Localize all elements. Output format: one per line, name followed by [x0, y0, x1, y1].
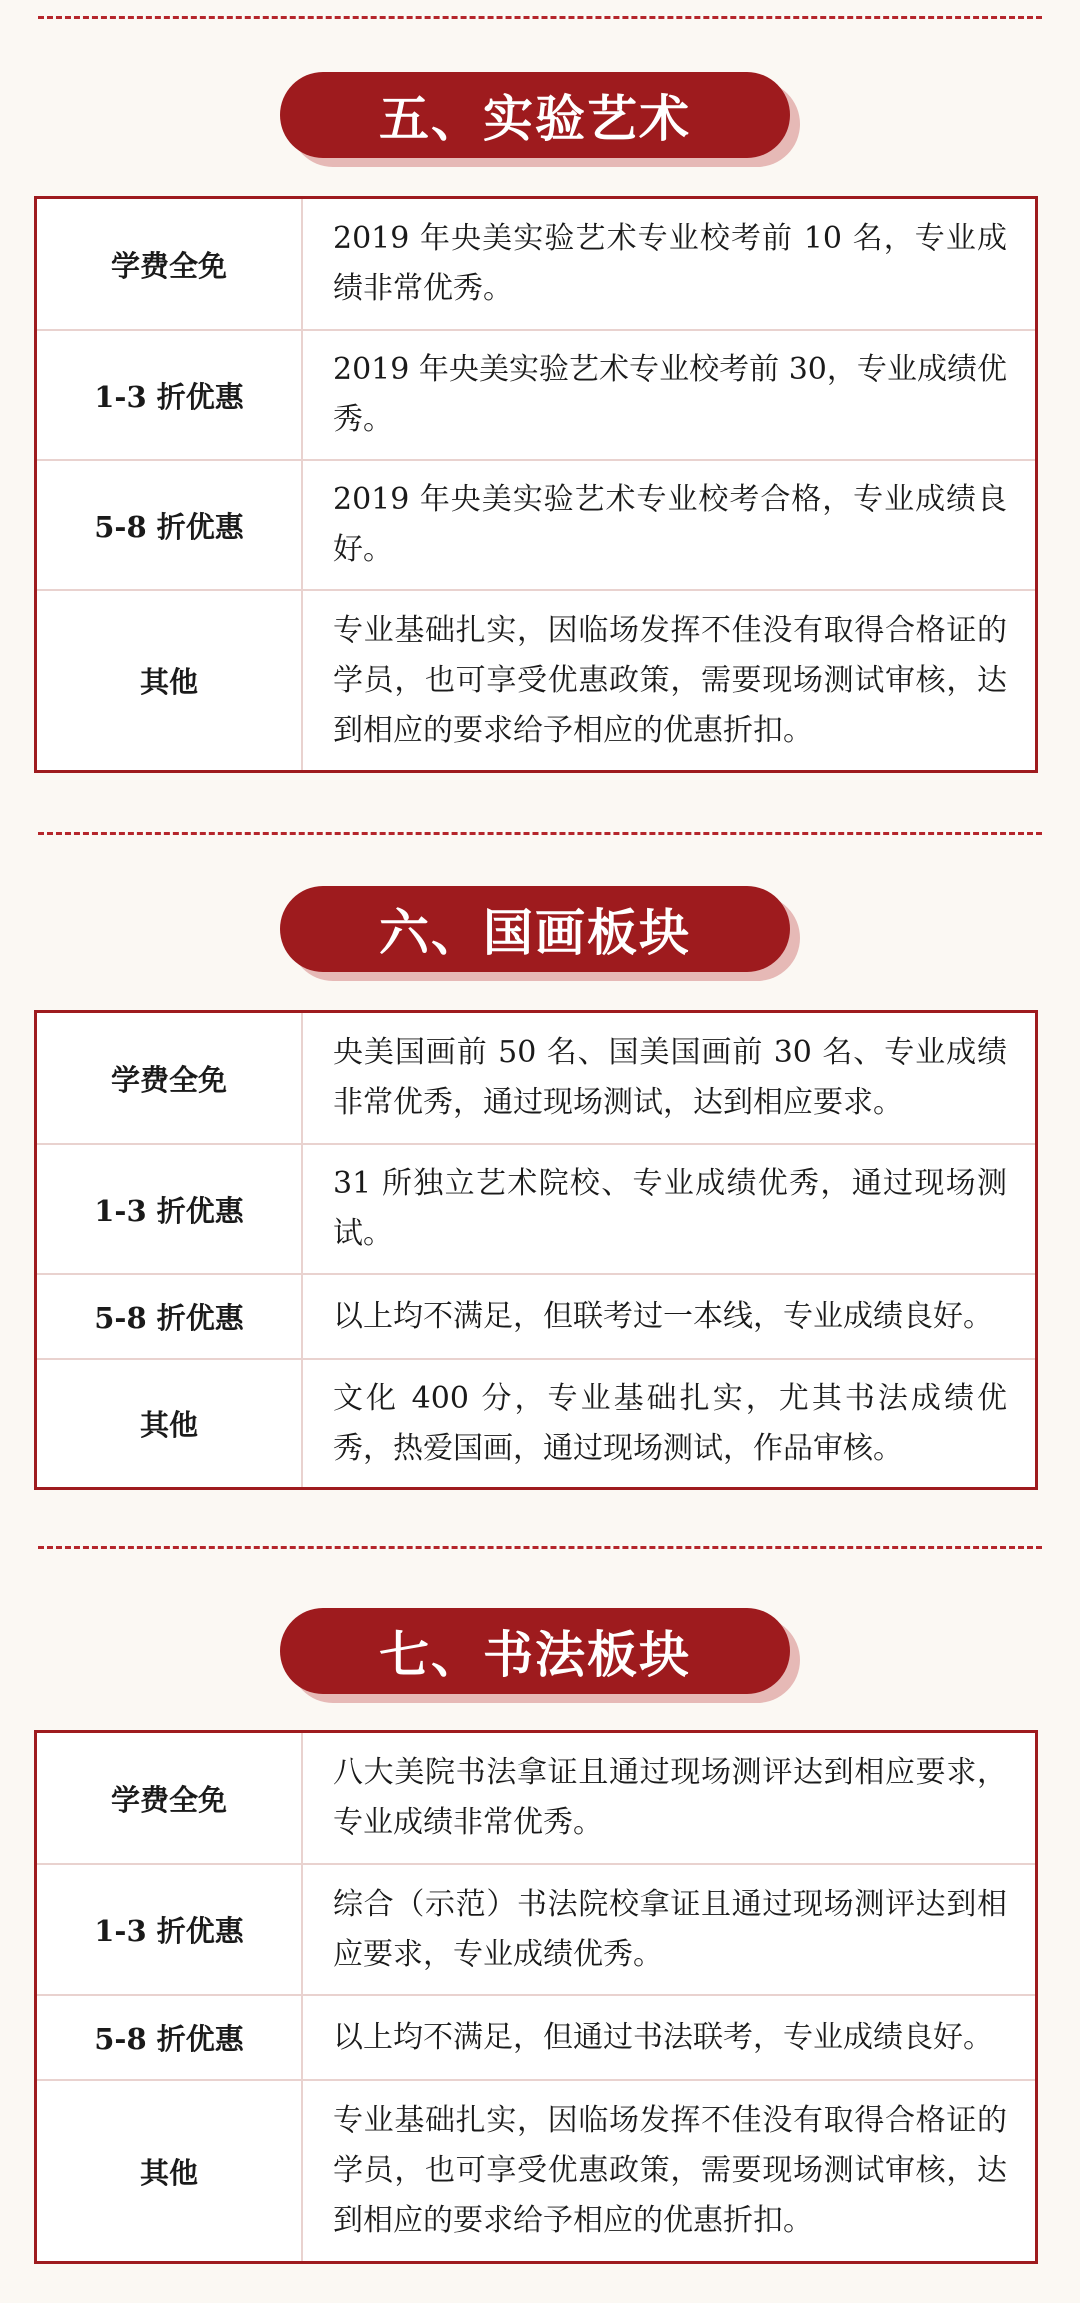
discount-table — [34, 1730, 1038, 2264]
table-row — [37, 2081, 1035, 2261]
row-description: 以上均不满足，但联考过一本线，专业成绩良好。 — [333, 1298, 993, 1334]
row-label: 5-8 折优惠 — [37, 461, 303, 589]
section-title-badge — [280, 72, 800, 167]
row-description: 专业基础扎实，因临场发挥不佳没有取得合格证的学员，也可享受优惠政策，需要现场测试审核，达到相应的要求给予相应的优惠折扣。 — [333, 2103, 1007, 2238]
section-title: 五、实验艺术 — [280, 72, 790, 158]
row-label: 5-8 折优惠 — [37, 1275, 303, 1358]
row-description: 央美国画前 50 名、国美国画前 30 名、专业成绩非常优秀，通过现场测试，达到相应要求。 — [333, 1035, 1007, 1120]
section-divider — [38, 16, 1042, 19]
row-label: 其他 — [37, 1360, 303, 1487]
row-label: 5-8 折优惠 — [37, 1996, 303, 2079]
table-row — [37, 1145, 1035, 1275]
table-row — [37, 461, 1035, 591]
section-divider — [38, 832, 1042, 835]
discount-table — [34, 196, 1038, 773]
table-row — [37, 1013, 1035, 1145]
table-row — [37, 1360, 1035, 1487]
row-description: 专业基础扎实，因临场发挥不佳没有取得合格证的学员，也可享受优惠政策，需要现场测试审核，达到相应的要求给予相应的优惠折扣。 — [333, 612, 1007, 748]
row-description: 综合（示范）书法院校拿证且通过现场测评达到相应要求，专业成绩优秀。 — [333, 1886, 1007, 1972]
row-description: 31 所独立艺术院校、专业成绩优秀，通过现场测试。 — [333, 1166, 1007, 1251]
section-title: 六、国画板块 — [280, 886, 790, 972]
table-row — [37, 199, 1035, 331]
table-row — [37, 1275, 1035, 1360]
row-description: 文化 400 分，专业基础扎实，尤其书法成绩优秀，热爱国画，通过现场测试，作品审核。 — [333, 1380, 1007, 1466]
section-title-badge — [280, 886, 800, 981]
section-title-badge — [280, 1608, 800, 1703]
row-description: 以上均不满足，但通过书法联考，专业成绩良好。 — [333, 2019, 993, 2055]
row-label: 1-3 折优惠 — [37, 1865, 303, 1994]
row-description: 2019 年央美实验艺术专业校考前 10 名，专业成绩非常优秀。 — [333, 221, 1007, 306]
table-row — [37, 1733, 1035, 1865]
discount-table — [34, 1010, 1038, 1490]
row-label: 学费全免 — [37, 1733, 303, 1863]
row-label: 其他 — [37, 591, 303, 770]
row-label: 学费全免 — [37, 199, 303, 329]
row-label: 1-3 折优惠 — [37, 1145, 303, 1273]
table-row — [37, 1996, 1035, 2081]
section-divider — [38, 1546, 1042, 1549]
row-description: 2019 年央美实验艺术专业校考前 30，专业成绩优秀。 — [333, 352, 1007, 437]
row-label: 其他 — [37, 2081, 303, 2261]
section-title: 七、书法板块 — [280, 1608, 790, 1694]
row-label: 学费全免 — [37, 1013, 303, 1143]
table-row — [37, 1865, 1035, 1996]
table-row — [37, 591, 1035, 770]
table-row — [37, 331, 1035, 461]
row-description: 八大美院书法拿证且通过现场测评达到相应要求，专业成绩非常优秀。 — [333, 1755, 1007, 1840]
row-label: 1-3 折优惠 — [37, 331, 303, 459]
row-description: 2019 年央美实验艺术专业校考合格，专业成绩良好。 — [333, 482, 1007, 567]
